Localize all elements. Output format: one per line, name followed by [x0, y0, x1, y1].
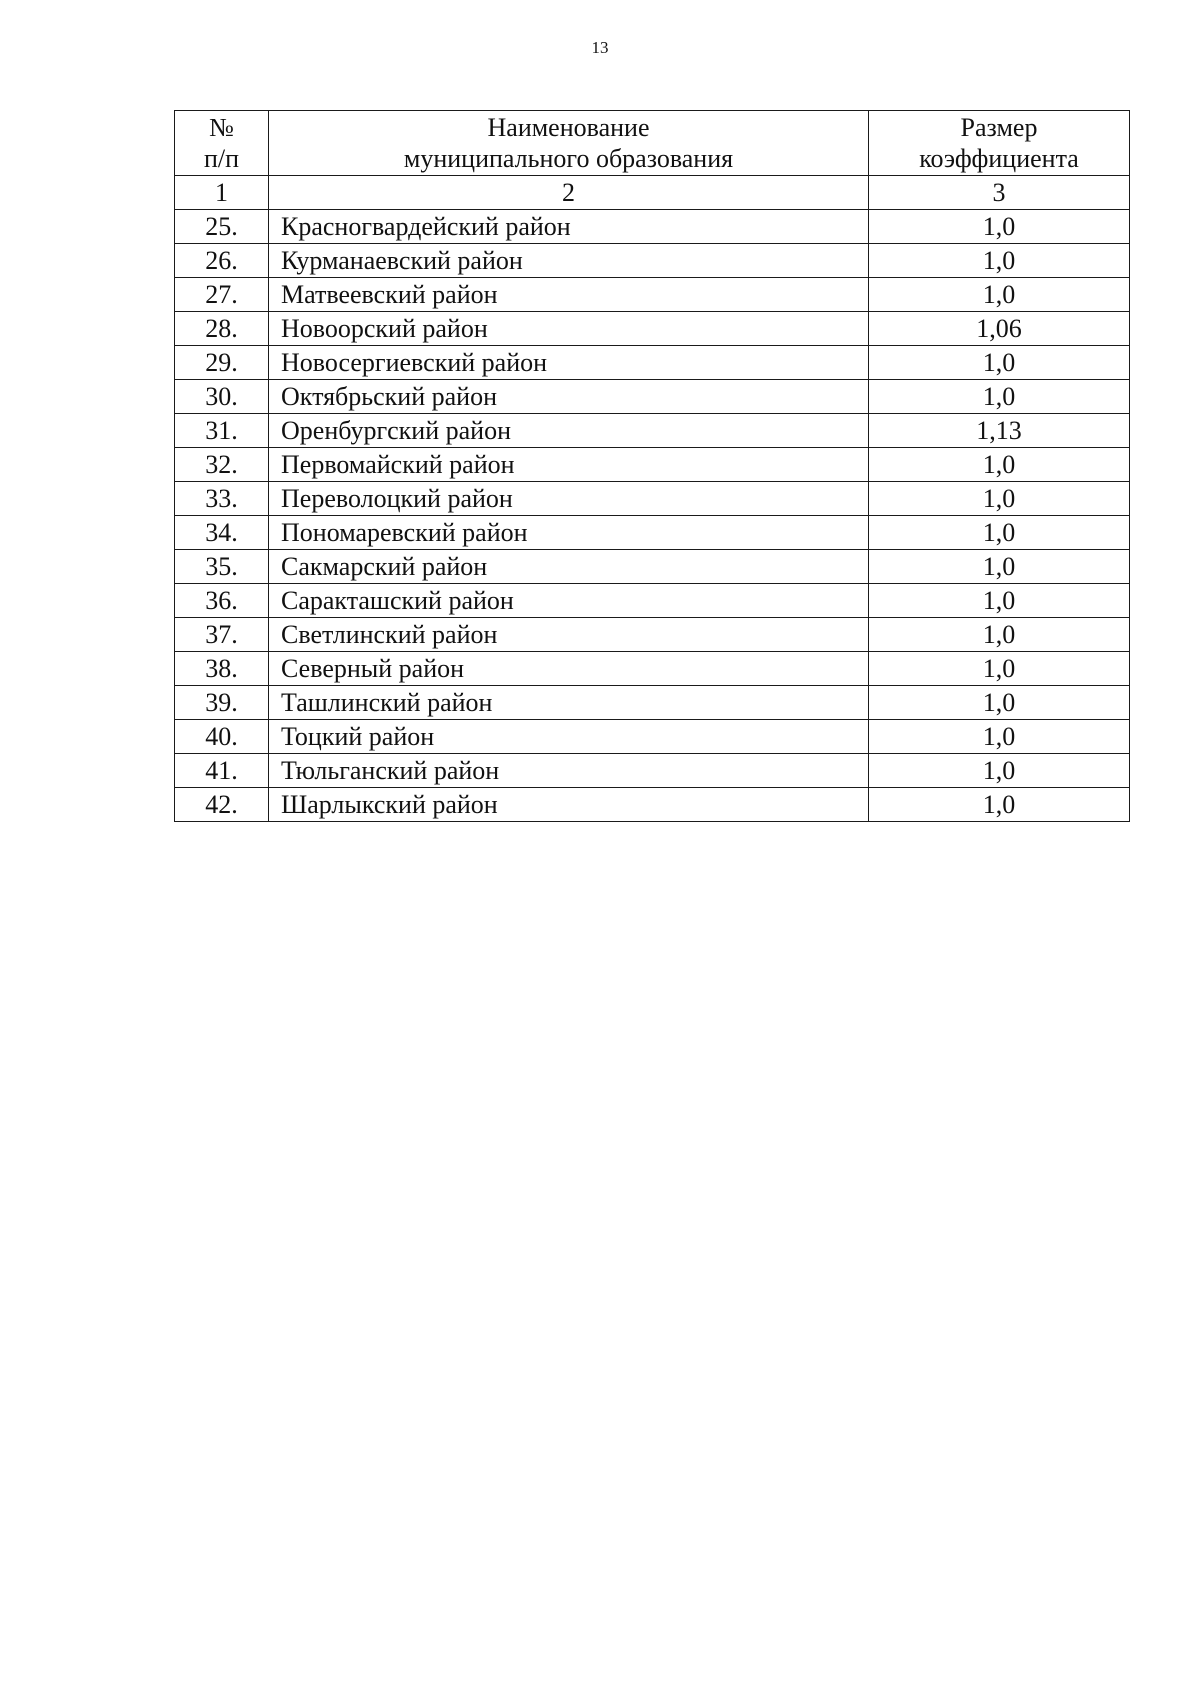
table-row	[175, 754, 1130, 788]
district-name: Матвеевский район	[269, 278, 869, 312]
header-name	[269, 111, 869, 176]
table-row	[175, 346, 1130, 380]
row-number: 26.	[175, 244, 269, 278]
table-row	[175, 414, 1130, 448]
row-number: 39.	[175, 686, 269, 720]
district-name: Новоорский район	[269, 312, 869, 346]
row-number: 29.	[175, 346, 269, 380]
coefficient-value: 1,13	[869, 414, 1130, 448]
row-number: 32.	[175, 448, 269, 482]
district-name: Саракташский район	[269, 584, 869, 618]
table-row	[175, 482, 1130, 516]
row-number: 28.	[175, 312, 269, 346]
page-number: 13	[591, 38, 609, 57]
district-name: Красногвардейский район	[269, 210, 869, 244]
table-row	[175, 550, 1130, 584]
table-row	[175, 312, 1130, 346]
table-row	[175, 618, 1130, 652]
coefficient-value: 1,0	[869, 550, 1130, 584]
coefficient-value: 1,0	[869, 686, 1130, 720]
row-number: 37.	[175, 618, 269, 652]
district-name: Сакмарский район	[269, 550, 869, 584]
header-coefficient	[869, 111, 1130, 176]
table-header	[175, 111, 1130, 210]
district-name: Первомайский район	[269, 448, 869, 482]
table-row	[175, 584, 1130, 618]
district-name: Шарлыкский район	[269, 788, 869, 822]
column-number-1: 1	[175, 176, 269, 210]
column-number-3: 3	[869, 176, 1130, 210]
header-row	[175, 111, 1130, 176]
header-number-line-2: п/п	[203, 144, 240, 173]
header-coefficient-line-2: коэффициента	[919, 144, 1079, 173]
header-coefficient-line-1: Размер	[960, 113, 1038, 142]
coefficient-value: 1,0	[869, 788, 1130, 822]
district-name: Октябрьский район	[269, 380, 869, 414]
row-number: 33.	[175, 482, 269, 516]
column-number-row	[175, 176, 1130, 210]
row-number: 38.	[175, 652, 269, 686]
district-name: Курманаевский район	[269, 244, 869, 278]
column-number-2: 2	[269, 176, 869, 210]
header-number-line-1: №	[209, 113, 234, 142]
coefficient-value: 1,0	[869, 210, 1130, 244]
district-name: Переволоцкий район	[269, 482, 869, 516]
row-number: 34.	[175, 516, 269, 550]
table-row	[175, 244, 1130, 278]
table-body	[175, 210, 1130, 822]
coefficient-value: 1,0	[869, 482, 1130, 516]
coefficient-value: 1,0	[869, 720, 1130, 754]
row-number: 35.	[175, 550, 269, 584]
header-name-line-1: Наименование	[487, 113, 650, 142]
coefficient-value: 1,0	[869, 618, 1130, 652]
district-name: Ташлинский район	[269, 686, 869, 720]
header-name-line-2: муниципального образования	[403, 144, 734, 173]
coefficient-table	[174, 110, 1130, 822]
table-row	[175, 380, 1130, 414]
table-row	[175, 278, 1130, 312]
row-number: 36.	[175, 584, 269, 618]
coefficient-value: 1,0	[869, 346, 1130, 380]
row-number: 25.	[175, 210, 269, 244]
table-row	[175, 210, 1130, 244]
table-row	[175, 788, 1130, 822]
table-row	[175, 448, 1130, 482]
coefficient-value: 1,0	[869, 448, 1130, 482]
table-row	[175, 516, 1130, 550]
row-number: 30.	[175, 380, 269, 414]
district-name: Светлинский район	[269, 618, 869, 652]
district-name: Северный район	[269, 652, 869, 686]
district-name: Тоцкий район	[269, 720, 869, 754]
coefficient-value: 1,0	[869, 754, 1130, 788]
district-name: Тюльганский район	[269, 754, 869, 788]
row-number: 27.	[175, 278, 269, 312]
table-row	[175, 720, 1130, 754]
coefficient-value: 1,06	[869, 312, 1130, 346]
coefficient-value: 1,0	[869, 652, 1130, 686]
header-number	[175, 111, 269, 176]
table-row	[175, 686, 1130, 720]
coefficient-value: 1,0	[869, 584, 1130, 618]
district-name: Оренбургский район	[269, 414, 869, 448]
row-number: 31.	[175, 414, 269, 448]
coefficient-value: 1,0	[869, 278, 1130, 312]
row-number: 42.	[175, 788, 269, 822]
district-name: Новосергиевский район	[269, 346, 869, 380]
row-number: 40.	[175, 720, 269, 754]
row-number: 41.	[175, 754, 269, 788]
coefficient-value: 1,0	[869, 380, 1130, 414]
table-row	[175, 652, 1130, 686]
district-name: Пономаревский район	[269, 516, 869, 550]
coefficient-value: 1,0	[869, 244, 1130, 278]
coefficient-value: 1,0	[869, 516, 1130, 550]
